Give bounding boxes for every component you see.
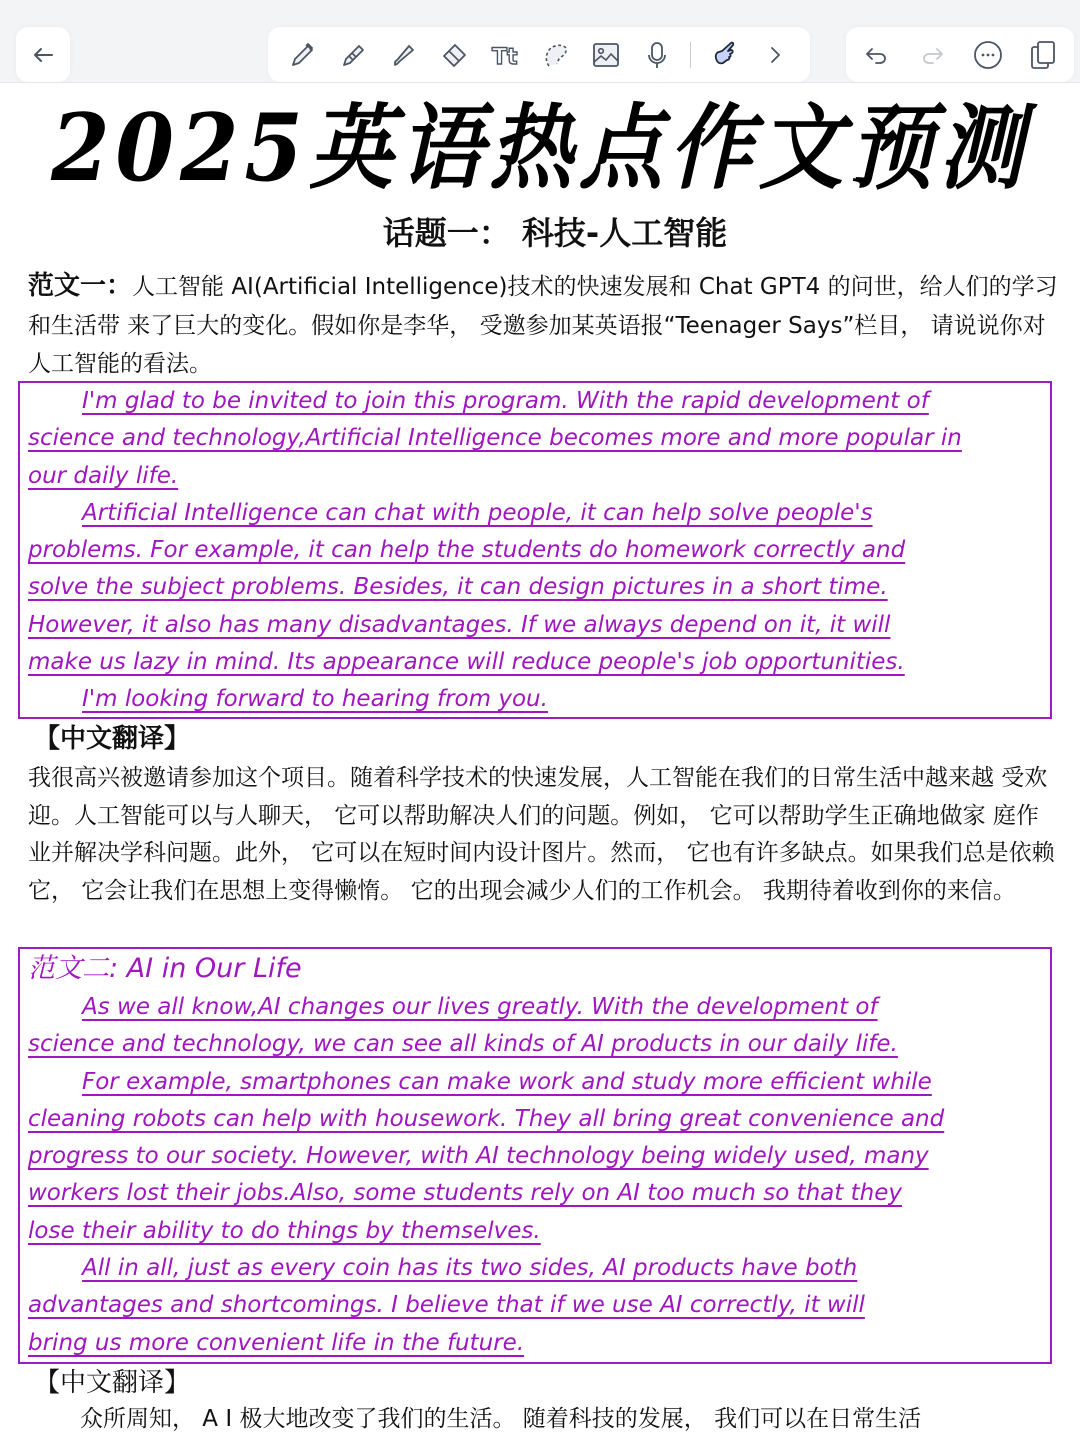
lasso-icon[interactable]: [539, 38, 573, 72]
pen-icon[interactable]: [286, 38, 320, 72]
translation-2-text: 众所周知， A I 极大地改变了我们的生活。 随着科技的发展， 我们可以在日常生活: [80, 1406, 922, 1432]
essay1-line: science and technology,Artificial Intelligence becomes more and more popular in: [28, 425, 962, 452]
essay1-line: make us lazy in mind. Its appearance will reduce people's job opportunities.: [28, 649, 905, 676]
arrow-left-icon: [26, 38, 60, 72]
svg-text:Tt: Tt: [492, 44, 518, 70]
translation-1-label: 【中文翻译】: [34, 724, 191, 754]
history-actions-panel: [846, 27, 1074, 82]
pages-icon[interactable]: [1026, 38, 1060, 72]
essay2-line: lose their ability to do things by themselves.: [28, 1217, 541, 1244]
highlighter-icon[interactable]: [387, 38, 421, 72]
ellipsis-circle-icon[interactable]: [971, 38, 1005, 72]
essay2-line: bring us more convenient life in the future.: [28, 1329, 525, 1356]
essay1-line: However, it also has many disadvantages. If we always depend on it, it will: [28, 611, 891, 638]
essay2-line: workers lost their jobs.Also, some students rely on AI too much so that they: [28, 1180, 902, 1207]
essay1-line: problems. For example, it can help the students do homework correctly and: [28, 537, 906, 564]
sample-essay-2-box: [18, 947, 1052, 1364]
essay1-line: I'm glad to be invited to join this program. With the rapid development of: [82, 388, 929, 414]
eraser-icon[interactable]: [438, 38, 472, 72]
pencil-icon[interactable]: [337, 38, 371, 72]
text-Tt-icon[interactable]: [488, 38, 522, 72]
toolbar-divider: [690, 42, 691, 68]
prompt-text: 人工智能 AI(Artificial Intelligence)技术的快速发展和 Chat GPT4 的问世，给人们的学习和生活带 来了巨大的变化。假如你是李华， 受邀参加某英语报“Teenager Says”栏目， 请说说你对人工智能的看法。: [28, 274, 1058, 377]
back-button[interactable]: [16, 27, 70, 82]
essay2-line: As we all know,AI changes our lives greatly. With the development of: [82, 994, 878, 1020]
essay2-line: science and technology, we can see all kinds of AI products in our daily life.: [28, 1031, 898, 1058]
translation-1-text: 我很高兴被邀请参加这个项目。随着科学技术的快速发展，人工智能在我们的日常生活中越来越 受欢迎。人工智能可以与人聊天， 它可以帮助解决人们的问题。例如， 它可以帮助学生正确地做家 庭作业并解决学科问题。此外， 它可以在短时间内设计图片。然而， 它也有许多缺点。如果我们总是依赖它， 它会让我们在思想上变得懒惰。 它的出现会减少人们的工作机会。 我期待着收到你的来信。: [28, 765, 1055, 904]
prompt-label: 范文一：: [28, 271, 133, 301]
topic-subtitle: 话题一： 科技-人工智能: [382, 214, 728, 252]
page-edge-divider: [0, 82, 1080, 83]
chevron-right-icon[interactable]: [758, 38, 792, 72]
essay2-line: progress to our society. However, with AI technology being widely used, many: [28, 1143, 929, 1170]
essay2-line: All in all, just as every coin has its two sides, AI products have both: [82, 1255, 858, 1282]
sample-essay-1-box: [18, 381, 1052, 719]
redo-icon[interactable]: [915, 38, 949, 72]
image-icon[interactable]: [589, 38, 623, 72]
undo-icon[interactable]: [860, 38, 894, 72]
hand-pointer-icon[interactable]: [708, 38, 742, 72]
document-title: 2025英语热点作文预测: [51, 93, 1029, 202]
microphone-icon[interactable]: [640, 38, 674, 72]
essay2-line: For example, smartphones can make work and study more efficient while: [82, 1068, 932, 1095]
essay1-line: our daily life.: [28, 462, 179, 489]
essay2-line: cleaning robots can help with housework. They all bring great convenience and: [28, 1105, 945, 1132]
essay1-line: Artificial Intelligence can chat with people, it can help solve people's: [82, 499, 873, 526]
translation-2-label: 【中文翻译】: [34, 1368, 191, 1398]
drawing-tools-panel: [268, 27, 810, 82]
essay2-line: advantages and shortcomings. I believe that if we use AI correctly, it will: [28, 1292, 865, 1319]
essay-prompt: [28, 267, 1058, 384]
essay1-line: I'm looking forward to hearing from you.: [82, 686, 548, 713]
essay2-title: 范文二: AI in Our Life: [28, 953, 302, 984]
top-toolbar: [0, 0, 1080, 82]
essay1-line: solve the subject problems. Besides, it can design pictures in a short time.: [28, 574, 888, 601]
